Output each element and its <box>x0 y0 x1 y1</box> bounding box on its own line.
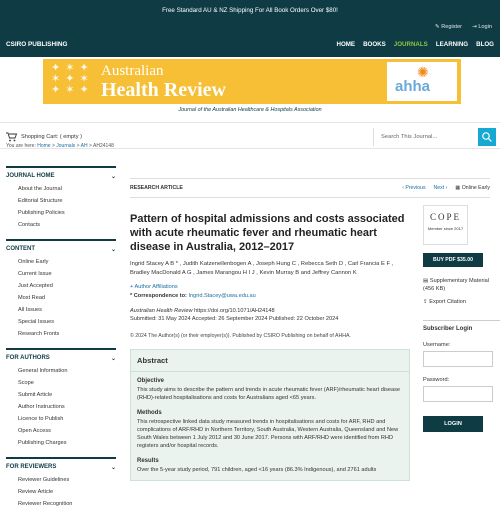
ahha-burst-icon: ✺ <box>417 64 429 80</box>
cope-badge[interactable]: COPE Member since 2017 <box>423 205 468 245</box>
article-type: RESEARCH ARTICLE <box>130 185 183 191</box>
nav-learning[interactable]: LEARNING <box>435 41 469 48</box>
abstract-heading: Abstract <box>131 350 409 372</box>
export-citation-link[interactable]: ⇪ Export Citation <box>423 299 466 305</box>
chevron-down-icon: ⌄ <box>110 356 116 362</box>
sidebar-item[interactable]: About the Journal <box>18 186 62 192</box>
abstract-section-text: This study aims to describe the pattern and trends in acute rheumatic fever (ARF)/rheumatic heart disease (RHD)-related hospitalisations and costs for Australians aged <65 years. <box>137 387 401 401</box>
sidebar-item[interactable]: Editorial Structure <box>18 198 63 204</box>
subscriber-login <box>423 320 500 432</box>
breadcrumb-current: AH24148 <box>93 143 114 149</box>
sidebar-item[interactable]: Research Fronts <box>18 331 60 337</box>
brand-logo[interactable]: CSIRO PUBLISHING <box>6 41 68 48</box>
sidebar-heading[interactable]: JOURNAL HOME ⌄ <box>6 166 116 180</box>
doi-link[interactable]: https://doi.org/10.1071/AH24148 <box>194 308 275 314</box>
sidebar-item[interactable]: Review Article <box>18 489 54 495</box>
journal-search-input[interactable]: Search This Journal... <box>373 128 478 146</box>
ahha-logo-box <box>387 62 457 101</box>
username-input[interactable] <box>423 351 493 367</box>
sidebar-item[interactable]: Submit Article <box>18 392 53 398</box>
username-label: Username: <box>423 342 451 348</box>
nav-books[interactable]: BOOKS <box>363 41 386 48</box>
chevron-down-icon: ⌄ <box>110 465 116 471</box>
citation-info: Australian Health Review https://doi.org/10.1071/AH24148 Submitted: 31 May 2024 Accepted: 26 September 2024 Published: 22 October 2024 <box>130 308 339 322</box>
southern-cross-graphic: ✦ ✶ ✦ ✶ ✦ ✶ ✦ ✶ ✦ <box>51 62 90 96</box>
sidebar-item[interactable]: Open Access <box>18 428 51 434</box>
sidebar-item[interactable]: Publishing Policies <box>18 210 65 216</box>
sidebar-item[interactable]: Publishing Charges <box>18 440 67 446</box>
banner-title-line1: Australian <box>101 63 164 79</box>
left-sidebar <box>6 166 116 510</box>
breadcrumb-journals[interactable]: Journals <box>56 143 76 149</box>
next-link[interactable]: Next › <box>433 185 448 191</box>
promo-bar <box>0 0 500 21</box>
sidebar-item[interactable]: Current Issue <box>18 271 52 277</box>
abstract-panel <box>130 349 410 481</box>
sidebar-item[interactable]: Reviewer Recognition <box>18 501 73 507</box>
sidebar-item[interactable]: Licence to Publish <box>18 416 64 422</box>
nav-blog[interactable]: BLOG <box>476 41 494 48</box>
breadcrumb-ah[interactable]: AH <box>80 143 88 149</box>
password-input[interactable] <box>423 386 493 402</box>
correspondence: * Correspondence to: Ingrid.Stacey@uwa.edu.au <box>130 293 256 299</box>
right-column <box>423 205 500 305</box>
sidebar-item[interactable]: Just Accepted <box>18 283 53 289</box>
supplementary-link[interactable]: ▤ Supplementary Material (456 KB) <box>423 278 489 292</box>
sidebar-item[interactable]: Author Instructions <box>18 404 65 410</box>
abstract-section-title: Objective <box>137 378 165 384</box>
author-affiliations-toggle[interactable]: + Author Affiliations <box>130 284 178 290</box>
buy-pdf-button[interactable]: BUY PDF $35.00 <box>423 253 483 267</box>
article-title: Pattern of hospital admissions and costs associated with acute rheumatic fever and rheumatic heart disease in Australia, 2012–2017 <box>130 213 405 253</box>
cart-icon <box>6 132 17 142</box>
banner-title-line2: Health Review <box>101 79 226 101</box>
sidebar-item[interactable]: Contacts <box>18 222 41 228</box>
nav-journals[interactable]: JOURNALS <box>393 41 428 48</box>
login-link[interactable]: ⇥ Login <box>472 24 492 30</box>
article-nav-bar <box>130 178 490 198</box>
article-dates: Submitted: 31 May 2024 Accepted: 26 September 2024 Published: 22 October 2024 <box>130 316 339 322</box>
utility-bar <box>0 21 500 35</box>
sidebar-item[interactable]: Special Issues <box>18 319 55 325</box>
ahha-logo: ahha <box>395 78 431 95</box>
login-button[interactable]: LOGIN <box>423 416 483 432</box>
cart-label: Shopping Cart: ( empty ) <box>21 134 82 140</box>
sidebar-item[interactable]: Reviewer Guidelines <box>18 477 70 483</box>
correspondence-email[interactable]: Ingrid.Stacey@uwa.edu.au <box>188 293 256 299</box>
nav-home[interactable]: HOME <box>336 41 356 48</box>
password-label: Password: <box>423 377 450 383</box>
online-early-link[interactable]: ▦ Online Early <box>455 185 490 191</box>
sidebar-item[interactable]: Most Read <box>18 295 46 301</box>
sidebar-heading[interactable]: CONTENT ⌄ <box>6 239 116 253</box>
abstract-section-title: Results <box>137 458 159 464</box>
main-nav <box>0 35 500 57</box>
sidebar-heading[interactable]: FOR REVIEWERS ⌄ <box>6 457 116 471</box>
sidebar-item[interactable]: Scope <box>18 380 34 386</box>
search-icon <box>478 128 496 146</box>
breadcrumb-home[interactable]: Home <box>37 143 51 149</box>
abstract-section-text: This retrospective linked data study measured trends in hospitalisations and costs for ARF, RHD and complications of ARF/RHD in Northern Territory, South Australia, Western Australia, Queensland and New South Wales between 1 July 2012 and 30 June 2017. Persons with ARF/RHD were identified from RHD registers and/or hospital records. <box>137 419 399 449</box>
login-heading: Subscriber Login <box>423 326 473 332</box>
shopping-cart[interactable] <box>6 132 82 142</box>
journal-banner[interactable] <box>43 59 461 104</box>
chevron-down-icon: ⌄ <box>110 174 116 180</box>
journal-tagline: Journal of the Australian Healthcare & Hospitals Association <box>178 107 322 113</box>
sidebar-item[interactable]: All Issues <box>18 307 42 313</box>
promo-text: Free Standard AU & NZ Shipping For All Book Orders Over $80! <box>162 7 338 14</box>
author-list[interactable]: Ingrid Stacey A B * , Judith Katzenellenbogen A , Joseph Hung C , Rebecca Seth D , Carl Francia E F , Bradley MacDonald A G , James Marangou H I J , Kevin Murray B and Jeffrey Cannon K <box>130 261 394 276</box>
sidebar-item[interactable]: Online Early <box>18 259 49 265</box>
chevron-down-icon: ⌄ <box>110 247 116 253</box>
register-link[interactable]: ✎ Register <box>434 24 463 30</box>
copyright-notice: © 2024 The Author(s) (or their employer(s)). Published by CSIRO Publishing on behalf of AHHA. <box>130 333 351 339</box>
sidebar-heading[interactable]: FOR AUTHORS ⌄ <box>6 348 116 362</box>
search-button[interactable] <box>478 128 496 146</box>
sidebar-item[interactable]: General Information <box>18 368 68 374</box>
breadcrumb: You are here: Home > Journals > AH > AH24148 <box>6 143 114 149</box>
abstract-section-text: Over the 5-year study period, 791 children, aged <16 years (86.3% Indigenous), and 2761 adults <box>137 467 377 473</box>
journal-banner-area <box>0 57 500 122</box>
previous-link[interactable]: ‹ Previous <box>402 185 426 191</box>
abstract-section-title: Methods <box>137 410 162 416</box>
